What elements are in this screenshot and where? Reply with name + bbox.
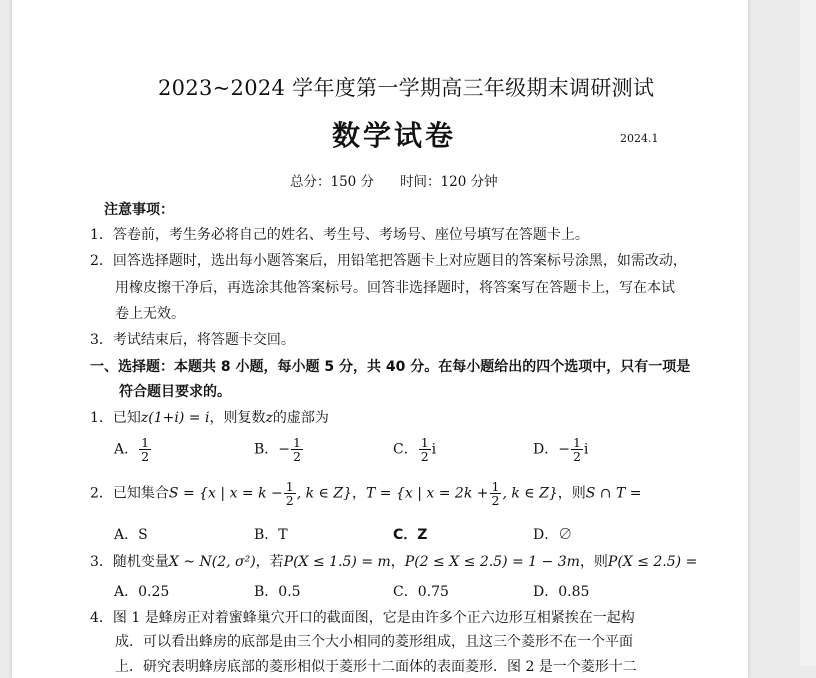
fraction — [291, 436, 303, 463]
separator: ， — [352, 485, 367, 502]
numerator: 1 — [141, 435, 150, 450]
denominator: 2 — [293, 449, 301, 465]
question-4-line: 成．可以看出蜂房的底部是由三个大小相同的菱形组成，且这三个菱形不在一个平面 — [115, 634, 633, 650]
q3-ask: P(X ≤ 2.5) = — [607, 554, 698, 570]
total-score: 总分：150 分 — [290, 174, 375, 190]
set-t-start: T = {x | x = 2k + — [366, 485, 489, 502]
q2-option-c: C．Z — [393, 527, 428, 543]
question-4-line: 4．图 1 是蜂房正对着蜜蜂巢穴开口的截面图，它是由许多个正六边形互相紧挨在一起构 — [90, 610, 635, 626]
q2-option-b: B．T — [254, 527, 288, 543]
notice-item: 用橡皮擦干净后，再选涂其他答案标号。回答非选择题时，将答案写在答题卡上，写在本试 — [115, 280, 675, 296]
option-label: B． — [254, 441, 279, 458]
condition-2: P(2 ≤ X ≤ 2.5) = 1 − 3m — [404, 554, 580, 570]
q2-option-a: A．S — [114, 527, 148, 543]
q1-var: z — [265, 410, 273, 426]
denominator: 2 — [285, 493, 294, 509]
fraction — [490, 480, 502, 507]
q2-mid: ，则 — [557, 485, 586, 502]
minus-sign: − — [558, 441, 570, 458]
q3-option-a: A．0.25 — [114, 584, 170, 600]
exam-date: 2024.1 — [620, 132, 659, 145]
denominator: 2 — [491, 493, 500, 509]
q1-suffix: 的虚部为 — [272, 410, 329, 426]
section-heading: 一、选择题：本题共 8 小题，每小题 5 分，共 40 分。在每小题给出的四个选项中，只有一项是 — [90, 359, 691, 375]
fraction — [571, 436, 583, 463]
q1-option-b — [254, 436, 304, 463]
question-3-stem — [90, 551, 697, 571]
set-s-end: , k ∈ Z} — [296, 485, 353, 502]
option-label: A． — [114, 441, 139, 458]
distribution: X ~ N(2, σ²) — [168, 554, 256, 570]
question-2-stem — [90, 480, 642, 507]
denominator: 2 — [141, 449, 150, 465]
vertical-scrollbar[interactable] — [800, 0, 816, 666]
q1-prefix: 1．已知 — [90, 410, 141, 426]
numerator: 1 — [285, 479, 294, 494]
subject-title: 数学试卷 — [332, 119, 457, 152]
fraction — [419, 436, 431, 463]
section-heading-cont: 符合题目要求的。 — [119, 384, 231, 400]
q1-option-a — [114, 436, 152, 463]
denominator: 2 — [572, 449, 581, 465]
notice-item: 2．回答选择题时，选出每小题答案后，用铅笔把答题卡上对应题目的答案标号涂黑，如需改动， — [90, 253, 687, 269]
q3-mid: ，若 — [255, 554, 284, 570]
fraction — [139, 436, 151, 463]
notice-item: 卷上无效。 — [115, 306, 185, 322]
q3-option-b: B．0.5 — [254, 584, 301, 600]
q1-option-d — [533, 436, 588, 463]
notice-item: 1．答卷前，考生务必将自己的姓名、考生号、考场号、座位号填写在答题卡上。 — [90, 227, 589, 243]
score-time-line — [290, 170, 498, 190]
numerator: 1 — [572, 435, 581, 450]
document-page — [12, 0, 748, 678]
q3-option-c: C．0.75 — [393, 584, 449, 600]
q2-prefix: 2．已知集合 — [90, 485, 169, 502]
q1-equation: z(1+i) = i — [140, 410, 210, 426]
imaginary-unit: i — [431, 441, 437, 458]
fraction — [284, 480, 296, 507]
question-1-stem — [90, 407, 329, 427]
exam-time: 时间：120 分钟 — [400, 174, 498, 190]
numerator: 1 — [491, 479, 500, 494]
numerator: 1 — [293, 435, 301, 450]
denominator: 2 — [420, 449, 429, 465]
q1-mid: ，则复数 — [209, 410, 266, 426]
q3-prefix: 3．随机变量 — [90, 554, 169, 570]
minus-sign: − — [278, 441, 291, 458]
condition-1: P(X ≤ 1.5) = m — [283, 554, 391, 570]
set-s-start: S = {x | x = k − — [168, 485, 283, 502]
q3-option-d: D．0.85 — [533, 584, 590, 600]
intersection-expression: S ∩ T = — [585, 485, 642, 502]
set-t-end: , k ∈ Z} — [502, 485, 558, 502]
option-label: D． — [533, 441, 559, 458]
notice-item: 3．考试结束后，将答题卡交回。 — [90, 332, 295, 348]
exam-title: 2023~2024 学年度第一学期高三年级期末调研测试 — [158, 76, 655, 100]
q2-option-d: D．∅ — [533, 527, 573, 543]
question-4-line: 上．研究表明蜂房底部的菱形相似于菱形十二面体的表面菱形．图 2 是一个菱形十二 — [115, 659, 637, 675]
imaginary-unit: i — [583, 441, 589, 458]
q3-then: ，则 — [579, 554, 608, 570]
separator: ， — [390, 554, 405, 570]
notice-heading: 注意事项： — [104, 202, 174, 218]
q1-option-c — [393, 436, 436, 463]
option-label: C． — [393, 441, 418, 458]
numerator: 1 — [420, 435, 429, 450]
